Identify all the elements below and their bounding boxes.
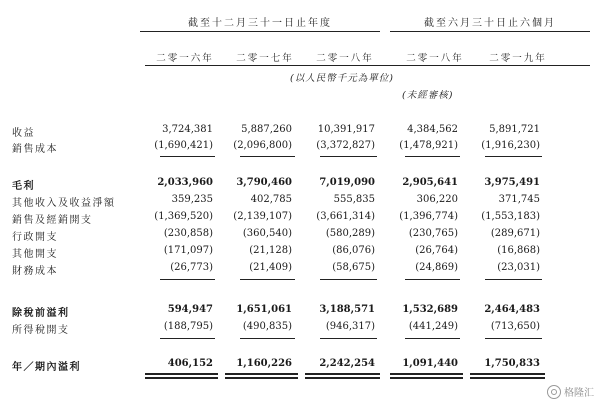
watermark <box>547 384 594 399</box>
unit-note: (以人民幣千元為單位) <box>290 73 394 84</box>
total-rule <box>305 377 380 379</box>
cell-value: 10,391,917 <box>317 124 375 135</box>
cell-value: 3,790,460 <box>236 177 292 188</box>
row-label: 收益 <box>12 128 35 139</box>
row-label: 年／期內溢利 <box>12 362 81 373</box>
cell-value: (2,139,107) <box>233 211 292 222</box>
cell-value: (1,690,421) <box>154 140 213 151</box>
cell-value: 1,750,833 <box>484 358 540 369</box>
subtotal-rule <box>485 156 542 157</box>
column-header: 二零一六年 <box>156 53 214 64</box>
cell-value: 402,785 <box>250 194 292 205</box>
total-rule <box>470 373 545 375</box>
cell-value: (1,553,183) <box>481 211 540 222</box>
cell-value: 555,835 <box>333 194 375 205</box>
cell-value: (713,650) <box>490 321 540 332</box>
subtotal-rule <box>240 156 295 157</box>
cell-value: (58,675) <box>332 262 375 273</box>
cell-value: (360,540) <box>242 228 292 239</box>
cell-value: (1,916,230) <box>481 140 540 151</box>
header-interim-group: 截至六月三十日止六個月 <box>424 18 556 29</box>
cell-value: 4,384,562 <box>407 124 458 135</box>
unaudited-note: (未經審核) <box>402 90 454 101</box>
cell-value: (1,369,520) <box>154 211 213 222</box>
total-rule <box>305 373 380 375</box>
cell-value: (946,317) <box>325 321 375 332</box>
cell-value: (21,128) <box>249 245 292 256</box>
cell-value: (188,795) <box>163 321 213 332</box>
column-header: 二零一八年 <box>406 53 464 64</box>
cell-value: 1,651,061 <box>236 304 292 315</box>
subtotal-rule <box>320 156 377 157</box>
cell-value: (86,076) <box>332 245 375 256</box>
row-label: 所得稅開支 <box>12 325 70 336</box>
cell-value: 7,019,090 <box>319 177 375 188</box>
cell-value: (289,671) <box>490 228 540 239</box>
subtotal-rule <box>160 279 215 280</box>
cell-value: 5,887,260 <box>241 124 292 135</box>
row-label: 其他收入及收益淨額 <box>12 198 116 209</box>
cell-value: (580,289) <box>325 228 375 239</box>
total-rule <box>225 373 298 375</box>
total-rule <box>225 377 298 379</box>
cell-value: 2,464,483 <box>484 304 540 315</box>
subtotal-rule <box>485 338 542 339</box>
total-rule <box>470 377 545 379</box>
cell-value: (3,661,314) <box>316 211 375 222</box>
row-label: 除稅前溢利 <box>12 308 70 319</box>
cell-value: (230,858) <box>163 228 213 239</box>
cell-value: 5,891,721 <box>489 124 540 135</box>
cell-value: 2,033,960 <box>157 177 213 188</box>
cell-value: (441,249) <box>408 321 458 332</box>
subtotal-rule <box>405 338 460 339</box>
row-label: 其他開支 <box>12 249 58 260</box>
subtotal-rule <box>240 279 295 280</box>
subtotal-rule <box>485 279 542 280</box>
row-label: 財務成本 <box>12 266 58 277</box>
divider <box>145 65 590 66</box>
row-label: 毛利 <box>12 181 35 192</box>
cell-value: (24,869) <box>415 262 458 273</box>
cell-value: (16,868) <box>497 245 540 256</box>
cell-value: 594,947 <box>167 304 213 315</box>
cell-value: (26,764) <box>415 245 458 256</box>
cell-value: 3,975,491 <box>484 177 540 188</box>
cell-value: (21,409) <box>249 262 292 273</box>
cell-value: (1,478,921) <box>399 140 458 151</box>
cell-value: 371,745 <box>498 194 540 205</box>
watermark-logo-icon <box>547 385 561 399</box>
column-header: 二零一九年 <box>489 53 547 64</box>
watermark-text: 格隆汇 <box>564 388 594 399</box>
cell-value: (490,835) <box>242 321 292 332</box>
total-rule <box>145 373 218 375</box>
cell-value: (171,097) <box>163 245 213 256</box>
cell-value: 306,220 <box>416 194 458 205</box>
cell-value: 3,724,381 <box>162 124 213 135</box>
cell-value: (2,096,800) <box>233 140 292 151</box>
cell-value: (230,765) <box>408 228 458 239</box>
subtotal-rule <box>240 338 295 339</box>
row-label: 行政開支 <box>12 232 58 243</box>
total-rule <box>390 373 463 375</box>
cell-value: 359,235 <box>171 194 213 205</box>
row-label: 銷售成本 <box>12 144 58 155</box>
cell-value: 2,905,641 <box>402 177 458 188</box>
cell-value: 2,242,254 <box>319 358 375 369</box>
cell-value: 1,532,689 <box>402 304 458 315</box>
row-label: 銷售及經銷開支 <box>12 215 93 226</box>
cell-value: (3,372,827) <box>316 140 375 151</box>
total-rule <box>145 377 218 379</box>
column-header: 二零一八年 <box>316 53 374 64</box>
cell-value: 3,188,571 <box>319 304 375 315</box>
total-rule <box>390 377 463 379</box>
subtotal-rule <box>320 279 377 280</box>
subtotal-rule <box>405 156 460 157</box>
cell-value: (1,396,774) <box>399 211 458 222</box>
subtotal-rule <box>160 338 215 339</box>
cell-value: 1,091,440 <box>402 358 458 369</box>
cell-value: (23,031) <box>497 262 540 273</box>
divider <box>390 31 590 32</box>
subtotal-rule <box>405 279 460 280</box>
divider <box>140 31 380 32</box>
cell-value: 406,152 <box>167 358 213 369</box>
subtotal-rule <box>320 338 377 339</box>
cell-value: (26,773) <box>170 262 213 273</box>
subtotal-rule <box>160 156 215 157</box>
column-header: 二零一七年 <box>236 53 294 64</box>
header-annual-group: 截至十二月三十一日止年度 <box>188 18 332 29</box>
cell-value: 1,160,226 <box>236 358 292 369</box>
